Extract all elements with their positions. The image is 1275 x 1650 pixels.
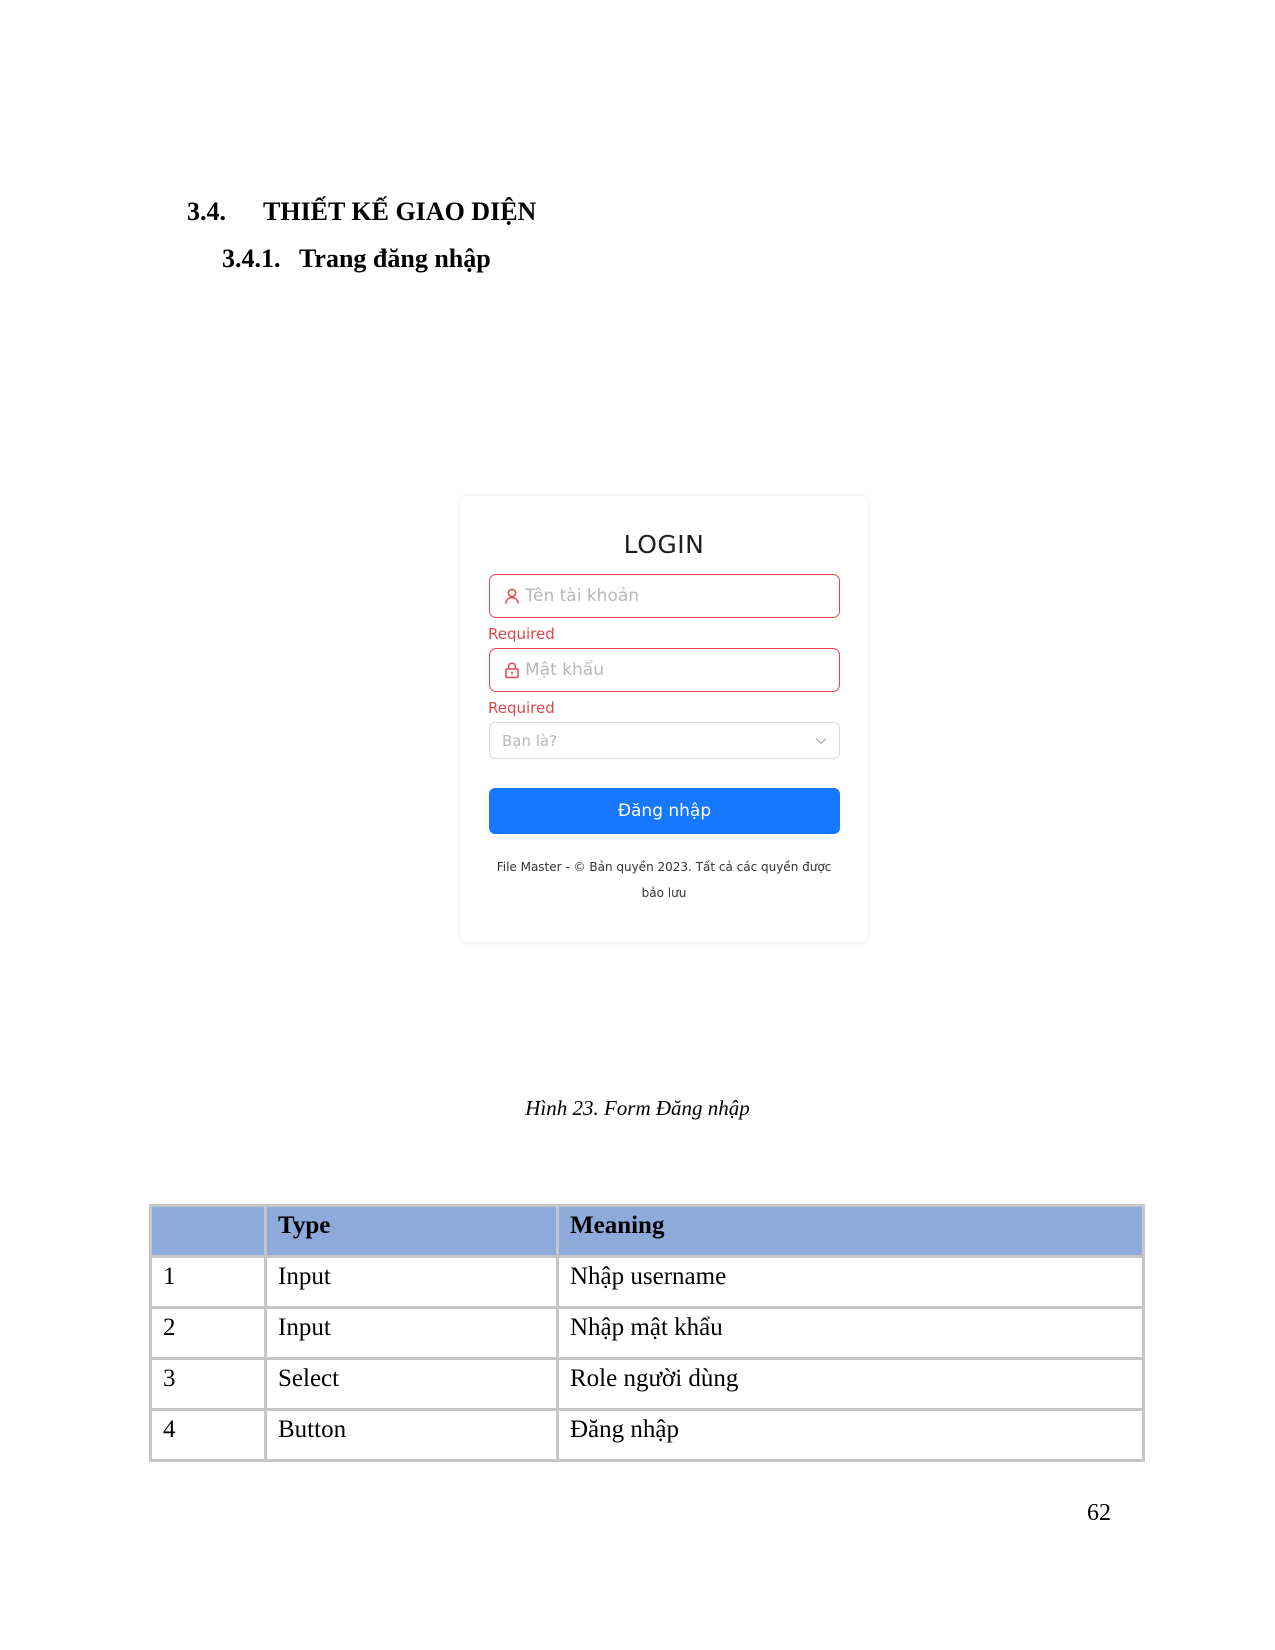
login-button[interactable]: Đăng nhập	[489, 788, 840, 834]
role-select[interactable]	[489, 722, 840, 759]
table-cell: Input	[266, 1308, 558, 1359]
copyright-footer: File Master - © Bản quyền 2023. Tất cả các quyền được bảo lưu	[496, 860, 832, 900]
figure-caption: Hình 23. Form Đăng nhập	[525, 1096, 750, 1120]
role-placeholder: Bạn là?	[502, 731, 558, 750]
header-cell-meaning: Meaning	[558, 1206, 1144, 1257]
password-input[interactable]	[489, 648, 840, 692]
table-cell: Button	[266, 1410, 558, 1461]
page-number: 62	[1087, 1500, 1111, 1526]
user-icon	[503, 587, 521, 605]
table-header-row	[151, 1206, 1144, 1257]
subsection-number: 3.4.1.	[222, 244, 281, 273]
login-form-screenshot	[460, 496, 868, 942]
password-error: Required	[488, 699, 555, 717]
table-cell: Nhập username	[558, 1257, 1144, 1308]
table-row	[151, 1257, 1144, 1308]
username-placeholder: Tên tài khoản	[525, 586, 640, 606]
table-cell: Nhập mật khẩu	[558, 1308, 1144, 1359]
lock-icon	[503, 661, 521, 679]
subsection-heading	[222, 244, 491, 274]
table-cell: 1	[151, 1257, 266, 1308]
section-title: THIẾT KẾ GIAO DIỆN	[263, 197, 537, 226]
table-cell: Select	[266, 1359, 558, 1410]
header-cell-type: Type	[266, 1206, 558, 1257]
username-input[interactable]	[489, 574, 840, 618]
table-cell: 2	[151, 1308, 266, 1359]
username-error: Required	[488, 625, 555, 643]
chevron-down-icon	[814, 734, 828, 748]
section-heading	[187, 197, 536, 227]
table-row	[151, 1410, 1144, 1461]
header-cell	[151, 1206, 266, 1257]
table-cell: Input	[266, 1257, 558, 1308]
table-cell: Đăng nhập	[558, 1410, 1144, 1461]
password-placeholder: Mật khẩu	[525, 660, 604, 680]
section-number: 3.4.	[187, 197, 226, 226]
table-cell: Role người dùng	[558, 1359, 1144, 1410]
subsection-title: Trang đăng nhập	[299, 244, 491, 273]
table-cell: 4	[151, 1410, 266, 1461]
login-title: LOGIN	[623, 530, 705, 559]
table-row	[151, 1359, 1144, 1410]
component-table	[149, 1204, 1145, 1462]
table-cell: 3	[151, 1359, 266, 1410]
table-row	[151, 1308, 1144, 1359]
